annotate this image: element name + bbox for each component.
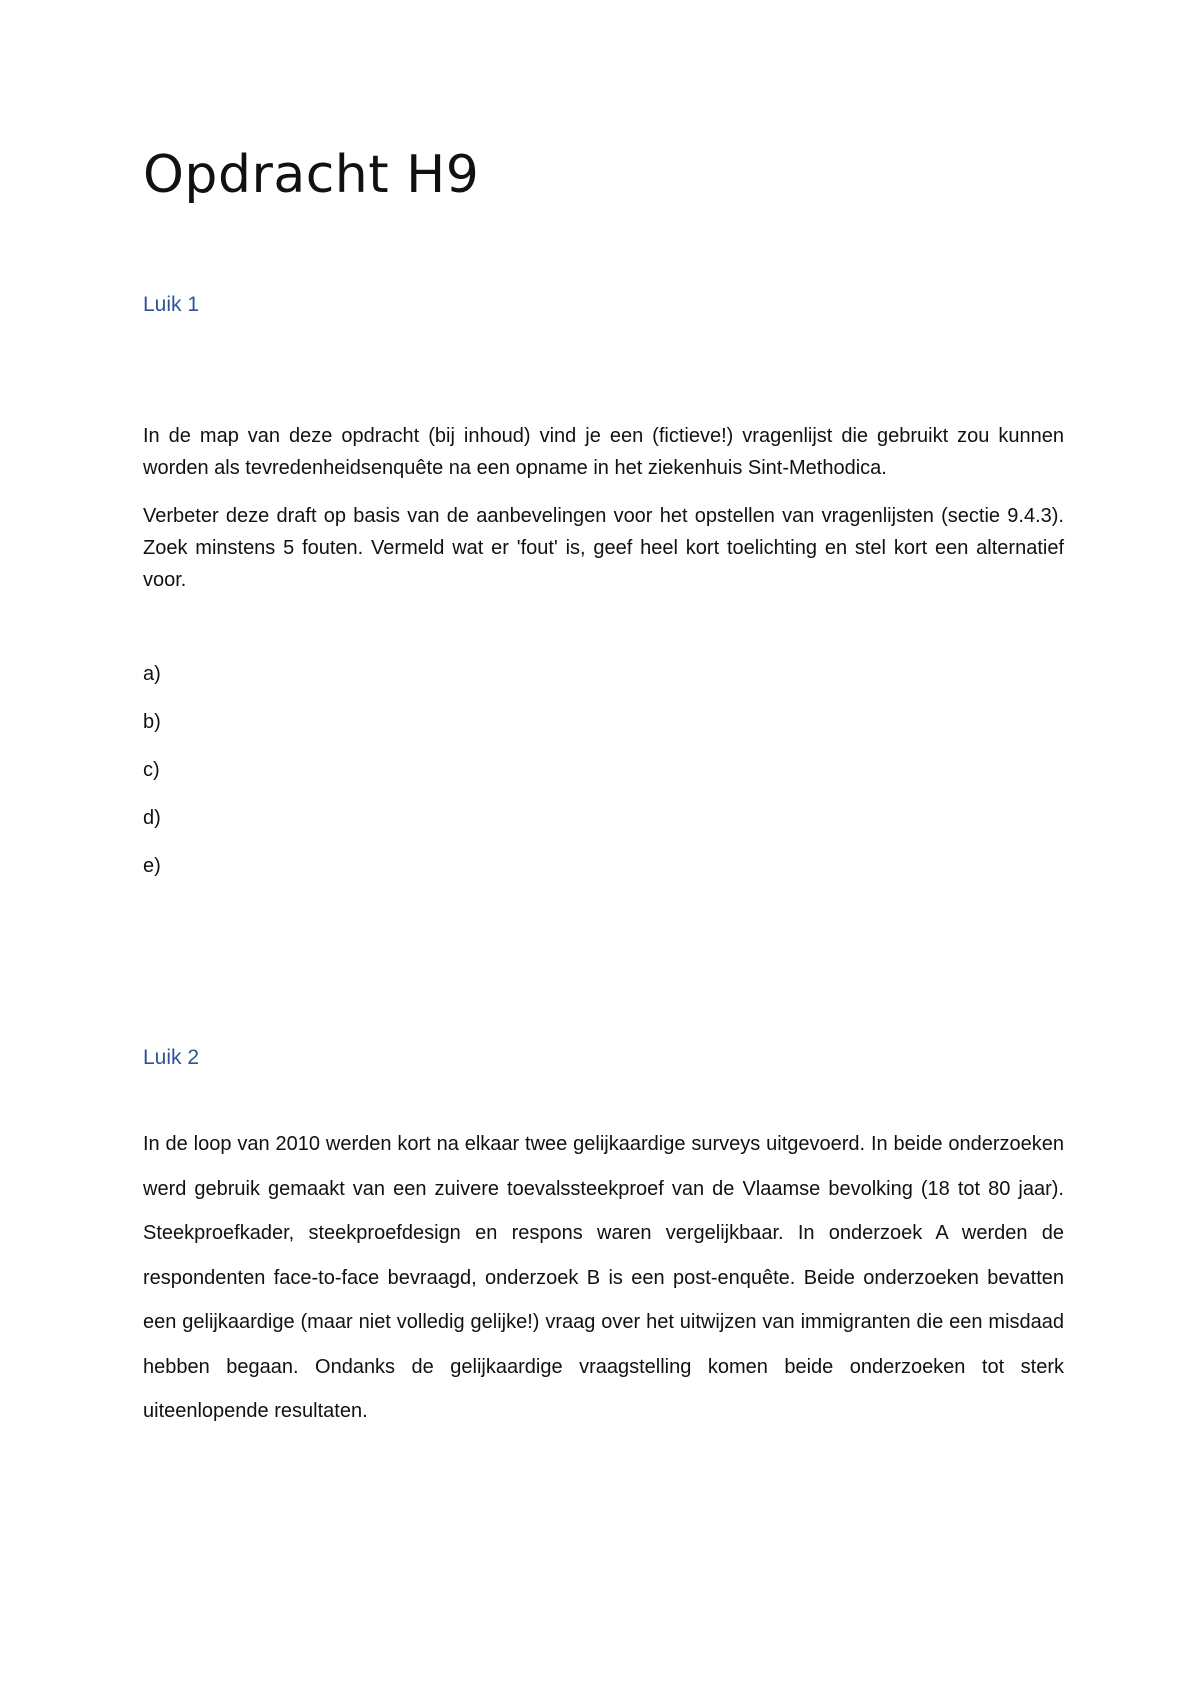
answer-list xyxy=(143,660,161,900)
answer-label-e: e) xyxy=(143,855,161,877)
luik-1-instruction-paragraph: Verbeter deze draft op basis van de aanbevelingen voor het opstellen van vragenlijsten (sectie 9.4.3). Zoek minstens 5 fouten. Vermeld wat er 'fout' is, geef heel kort toelichting en stel kort een alternatief voor. xyxy=(143,505,1064,591)
section-heading-luik-1: Luik 1 xyxy=(143,293,200,316)
answer-label-d: d) xyxy=(143,807,161,829)
section-heading-luik-2: Luik 2 xyxy=(143,1046,200,1069)
document-title: Opdracht H9 xyxy=(143,145,480,205)
answer-label-b: b) xyxy=(143,711,161,733)
answer-label-c: c) xyxy=(143,759,160,781)
answer-label-a: a) xyxy=(143,663,161,685)
luik-1-intro-paragraph: In de map van deze opdracht (bij inhoud) vind je een (fictieve!) vragenlijst die gebruikt zou kunnen worden als tevredenheidsenquête na een opname in het ziekenhuis Sint-Methodica. xyxy=(143,425,1064,479)
luik-2-paragraph: In de loop van 2010 werden kort na elkaar twee gelijkaardige surveys uitgevoerd. In beide onderzoeken werd gebruik gemaakt van een zuivere toevalssteekproef van de Vlaamse bevolking (18 tot 80 jaar). Steekproefkader, steekproefdesign en respons waren vergelijkbaar. In onderzoek A werden de respondenten face-to-face bevraagd, onderzoek B is een post-enquête. Beide onderzoeken bevatten een gelijkaardige (maar niet volledig gelijke!) vraag over het uitwijzen van immigranten die een misdaad hebben begaan. Ondanks de gelijkaardige vraagstelling komen beide onderzoeken tot sterk uiteenlopende resultaten. xyxy=(143,1133,1064,1422)
